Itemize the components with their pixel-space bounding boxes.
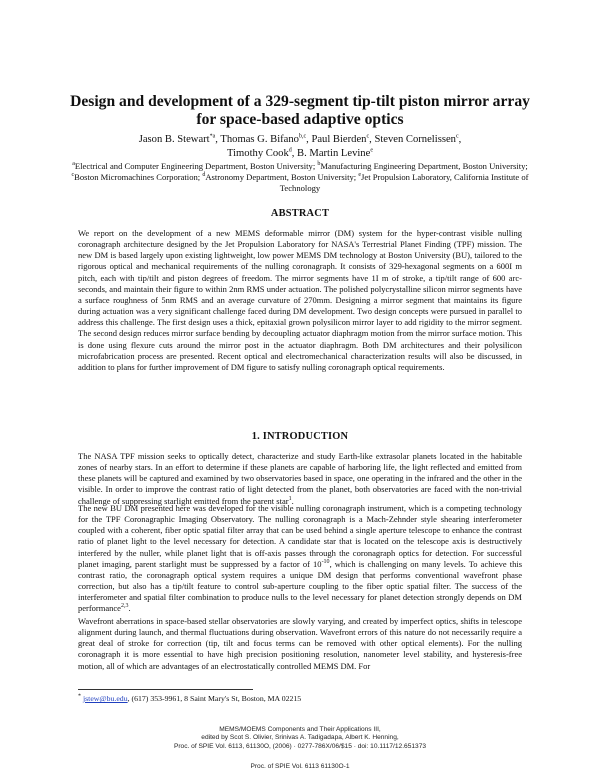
footnote [78, 694, 522, 704]
affil-marker: e [358, 172, 362, 179]
affiliation-a: Electrical and Computer Engineering Department, Boston University; [74, 161, 318, 171]
author-affil-marker: *a [209, 133, 216, 140]
author-list [60, 133, 540, 160]
intro-p2-text-b: , which is challenging on many levels. To achieve this contrast ratio, the coronagraph optical system requires a unique DM design that performs conventional wavefront phase correction, but also has a tip/tilt feature to control sub-aperture coupling to the fiber optic spatial filter. The success of the interferometer and spatial filter combination to produce nulls to the level necessary for planet detection strongly depends on DM performance [78, 558, 523, 614]
author-line-1: Jason B. Stewart$^{*a}$, Thomas G. Bifano$^{b,c}$, Paul Bierden$^c$, Steven Cornelissen$^c$, [138, 133, 462, 145]
author-name: Steven Cornelissen [374, 134, 456, 145]
intro-p2-end: . [128, 603, 131, 614]
affil-marker: d [202, 172, 206, 179]
intro-p2-text-a: The new BU DM presented here was developed for the visible nulling coronagraph instrument, which is a competing technology for the TPF Coronagraphic Imaging Observatory. The nulling coronagraph is a Mach-Zehnder style shearing interferometer coupled with a coherent, fiber optic spatial filter array that can be used behind a single aperture telescope to enhance the contrast ratio of planet light to the level necessary for detection. A candidate star that is located on the telescope axis is destructively interfered by the nuller, while planet light that is off-axis passes through the coronagraph optics for detection. For successful planet imaging, parent starlight must be suppressed by a factor of 10 [78, 503, 522, 569]
author-affil-marker: b,c [298, 133, 307, 140]
affil-marker: a [72, 161, 75, 168]
author-email-link[interactable]: jstew@bu.edu [82, 694, 128, 703]
affiliation-d: Astronomy Department, Boston University; [205, 172, 359, 183]
proceedings-line: MEMS/MOEMS Components and Their Applications III, [219, 726, 381, 733]
footnote-divider [78, 689, 253, 690]
proceedings-line: edited by Scot S. Olivier, Srinivas A. Tadigadapa, Albert K. Henning, [201, 734, 399, 742]
author-affil-marker: e [370, 146, 373, 153]
proceedings-line: Proc. of SPIE Vol. 6113, 61130O, (2006) · 0277-786X/06/$15 · doi: 10.1117/12.651373 [173, 742, 427, 750]
affil-marker: c [71, 172, 75, 179]
affiliation-e: Jet Propulsion Laboratory, California Institute of Technology [279, 172, 529, 194]
affiliations [68, 161, 532, 195]
abstract-text: We report on the development of a new MEMS deformable mirror (DM) system for the hyper-contrast visible nulling coronagraph architecture designed by the Jet Propulsion Laboratory for NASA's Terrestrial Planet Finding (TPF) mission. The new DM is based largely upon existing lightweight, low power MEMS DM technology at Boston University (BU), tailored to the rigorous optical and mechanical requirements of the nulling coronagraph. It consists of 329-hexagonal segments on a 600I m pitch, each with tip/tilt and piston degrees of freedom. The mirror segments have 1I m of stroke, a tip/tilt range of 600 arc-seconds, and maintain their figure to within 2nm RMS under actuation. The polished polycrystalline silicon mirror segments have a surface roughness of 5nm RMS and an average curvature of 270mm. Designing a mirror segment that maintains its figure during actuation was a very significant challenge faced during DM development. Two design concepts were pursued in parallel to address this challenge. The first design uses a thick, epitaxial grown polysilicon mirror layer to add rigidity to the mirror segment. The second design reduces mirror surface bending by decoupling actuator diaphragm motion from the mirror surface motion. This is done using flexure cuts around the mirror post in the actuator diaphragm. Both DM architectures and their polysilicon microfabrication process are presented. Recent optical and electromechanical characterization results will also be discussed, in addition to plans for further improvement of DM figure to satisfy nulling coronagraph optical requirements. [78, 228, 522, 372]
author-name: Jason B. Stewart [138, 134, 210, 145]
abstract-heading: ABSTRACT [270, 208, 330, 219]
affil-marker: b [317, 161, 321, 168]
citation-marker: 2,3 [120, 603, 129, 610]
affiliation-b: Manufacturing Engineering Department, Boston University; [320, 161, 528, 171]
footnote-marker: * [78, 693, 81, 700]
author-name: Thomas G. Bifano [220, 134, 299, 145]
author-affil-marker: d [288, 146, 292, 153]
intro-paragraph-1 [78, 451, 522, 507]
paper-title: Design and development of a 329-segment tip-tilt piston mirror array for space-based adaptive optics [70, 93, 530, 128]
exponent: -10 [321, 558, 330, 565]
affiliation-c: Boston Micromachines Corporation; [74, 172, 203, 183]
section-heading-introduction: 1. INTRODUCTION [251, 431, 349, 442]
citation-marker: 1 [288, 495, 292, 502]
intro-paragraph-2 [78, 503, 522, 615]
intro-paragraph-3: Wavefront aberrations in space-based stellar observatories are slowly varying, and created by imperfect optics, shifts in telescope alignment during launch, and thermal fluctuations during observation. Wavefront errors of this nature do not necessarily require a great deal of stroke for correction (tip, tilt and focus terms can be removed with other optical elements). For the nulling coronagraph it is more essential to have high precision positioning resolution, nanometer level stability, and hysteresis-free motion, all of which are advantages of an electrostatically controlled MEMS DM. For [78, 616, 522, 671]
author-affil-marker: c [366, 133, 370, 140]
author-name: B. Martin Levine [297, 147, 371, 159]
author-line-2: Timothy Cook$^d$, B. Martin Levine$^e$ [227, 146, 373, 159]
footnote-text: , (617) 353-9961, 8 Saint Mary's St, Boston, MA 02215 [127, 694, 302, 703]
author-name: Timothy Cook [227, 147, 289, 159]
author-name: Paul Bierden [311, 134, 367, 145]
intro-p1-end: . [291, 495, 294, 506]
author-affil-marker: c [455, 133, 459, 140]
intro-p1-text: The NASA TPF mission seeks to optically detect, characterize and study Earth-like extrasolar planets located in the habitable zones of nearby stars. In an effort to determine if these planets are capable of harboring life, the light reflected and emitted from these planets will be captured and examined by two observatories based in space, one operating in the infrared and the other in the visible. In order to improve the contrast ratio of light detected from the planet, both observatories are faced with the non-trivial challenge of suppressing starlight emitted from the parent star [78, 451, 522, 506]
proceedings-citation [150, 726, 450, 751]
page-number: Proc. of SPIE Vol. 6113 61130O-1 [250, 763, 350, 770]
